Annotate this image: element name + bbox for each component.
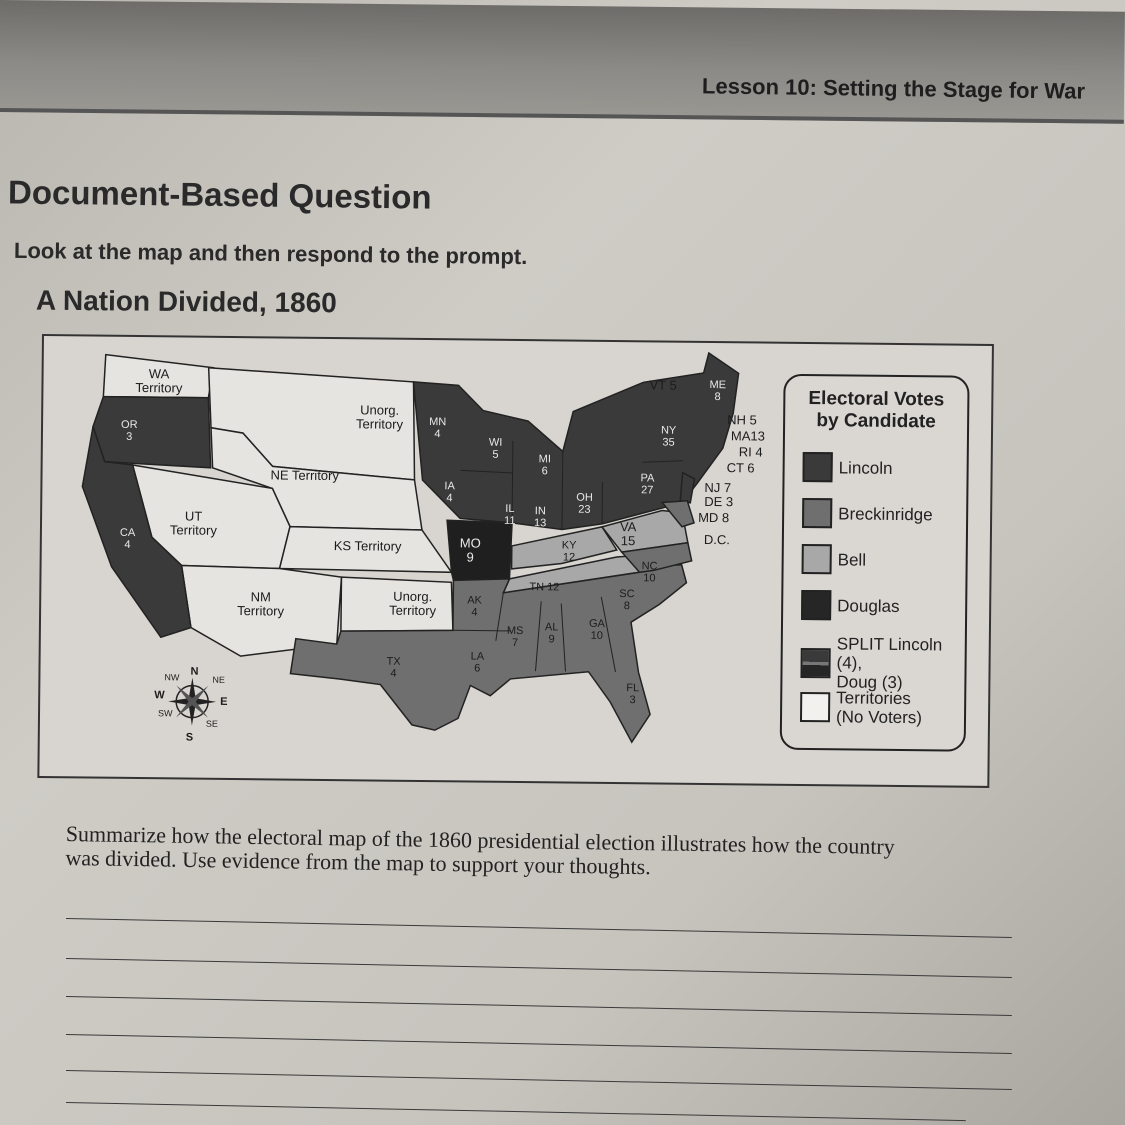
answer-line-4[interactable] bbox=[66, 1034, 1012, 1054]
territory-swatch bbox=[800, 692, 830, 722]
answer-line-2[interactable] bbox=[66, 958, 1012, 978]
map-legend bbox=[780, 374, 970, 752]
compass-w: W bbox=[154, 689, 165, 702]
nh-label: NH 5 bbox=[727, 412, 757, 428]
ca-label: CA 4 bbox=[119, 526, 136, 551]
compass-n: N bbox=[190, 665, 199, 678]
nj-state-shape bbox=[680, 473, 694, 503]
compass-s: S bbox=[185, 731, 194, 744]
or-state-shape bbox=[93, 397, 212, 468]
ma-label: MA13 bbox=[730, 428, 766, 444]
header-rule bbox=[0, 108, 1124, 124]
md-label: MD 8 bbox=[698, 509, 730, 526]
mi-label: MI 6 bbox=[538, 453, 552, 478]
legend-label-split: SPLIT Lincoln (4), Doug (3) bbox=[836, 634, 943, 693]
legend-item-breckinridge bbox=[802, 498, 933, 529]
mn-label: MN 4 bbox=[429, 416, 447, 441]
legend-item-split bbox=[800, 634, 965, 693]
section-title: Document-Based Question bbox=[7, 173, 432, 216]
va-label: VA 15 bbox=[619, 519, 637, 549]
tx-label: TX 4 bbox=[386, 655, 401, 680]
in-label: IN 13 bbox=[533, 505, 547, 530]
legend-label-breckinridge: Breckinridge bbox=[838, 503, 933, 524]
nm-territory-label: NM Territory bbox=[237, 589, 285, 619]
wi-label: WI 5 bbox=[488, 436, 503, 461]
legend-item-bell bbox=[802, 544, 867, 575]
unorg-south-territory-label: Unorg. Territory bbox=[389, 588, 437, 619]
prompt-text: Summarize how the electoral map of the 1860 presidential election illustrates how the country was divided. Use evidence from the map to support your thoughts. bbox=[65, 821, 895, 880]
compass-e: E bbox=[220, 695, 228, 708]
answer-line-6[interactable] bbox=[66, 1102, 966, 1121]
douglas-swatch bbox=[801, 590, 831, 620]
legend-title: Electoral Votes by Candidate bbox=[808, 388, 945, 433]
lesson-title: Lesson 10: Setting the Stage for War bbox=[701, 73, 1086, 104]
bell-swatch bbox=[802, 544, 832, 574]
la-label: LA 6 bbox=[470, 650, 485, 675]
answer-line-5[interactable] bbox=[66, 1070, 1012, 1090]
legend-item-territories bbox=[800, 688, 922, 727]
ga-label: GA 10 bbox=[588, 617, 605, 642]
answer-line-3[interactable] bbox=[66, 996, 1012, 1016]
election-map bbox=[37, 334, 994, 788]
ar-label: AK 4 bbox=[467, 594, 482, 619]
dc-label: D.C. bbox=[703, 531, 730, 548]
legend-label-lincoln: Lincoln bbox=[838, 457, 893, 478]
ky-label: KY 12 bbox=[561, 539, 577, 564]
ne-territory-label: NE Territory bbox=[270, 467, 340, 484]
wa-territory-label: WA Territory bbox=[135, 366, 183, 396]
legend-label-territories: Territories (No Voters) bbox=[835, 688, 923, 728]
instruction-text: Look at the map and then respond to the prompt. bbox=[13, 237, 528, 270]
ut-territory-label: UT Territory bbox=[169, 508, 217, 538]
legend-label-bell: Bell bbox=[837, 549, 867, 570]
ks-territory-label: KS Territory bbox=[333, 538, 402, 554]
unorg-north-territory-label: Unorg. Territory bbox=[355, 402, 404, 432]
compass-ne: NE bbox=[212, 674, 225, 685]
ct-label: CT 6 bbox=[726, 460, 755, 476]
ri-label: RI 4 bbox=[738, 444, 763, 460]
il-label: IL 11 bbox=[504, 502, 516, 527]
legend-item-lincoln bbox=[802, 452, 892, 483]
split-swatch bbox=[800, 647, 830, 677]
fl-label: FL 3 bbox=[626, 682, 640, 707]
oh-label: OH 23 bbox=[576, 491, 593, 516]
map-title: A Nation Divided, 1860 bbox=[35, 284, 337, 319]
de-label: DE 3 bbox=[704, 493, 734, 510]
sc-label: SC 8 bbox=[619, 588, 635, 613]
vt-label: VT 5 bbox=[649, 377, 677, 393]
compass-se: SE bbox=[205, 718, 218, 729]
answer-line-1[interactable] bbox=[66, 918, 1012, 938]
breckinridge-swatch bbox=[802, 498, 832, 528]
ia-label: IA 4 bbox=[444, 480, 455, 505]
tn-label: TN 12 bbox=[529, 581, 560, 594]
mo-label: MO 9 bbox=[459, 535, 481, 565]
legend-item-douglas bbox=[801, 590, 900, 621]
nc-label: NC 10 bbox=[641, 560, 658, 585]
me-label: ME 8 bbox=[709, 378, 727, 404]
ms-label: MS 7 bbox=[506, 624, 524, 650]
or-label: OR 3 bbox=[120, 418, 138, 443]
al-label: AL 9 bbox=[544, 621, 559, 646]
legend-label-douglas: Douglas bbox=[837, 595, 900, 616]
header-band bbox=[0, 0, 1125, 124]
ny-label: NY 35 bbox=[660, 424, 677, 449]
compass-nw: NW bbox=[164, 672, 180, 683]
lincoln-swatch bbox=[802, 452, 832, 482]
compass-sw: SW bbox=[157, 708, 173, 719]
pa-label: PA 27 bbox=[640, 472, 655, 497]
nj-label: NJ 7 bbox=[704, 479, 732, 496]
